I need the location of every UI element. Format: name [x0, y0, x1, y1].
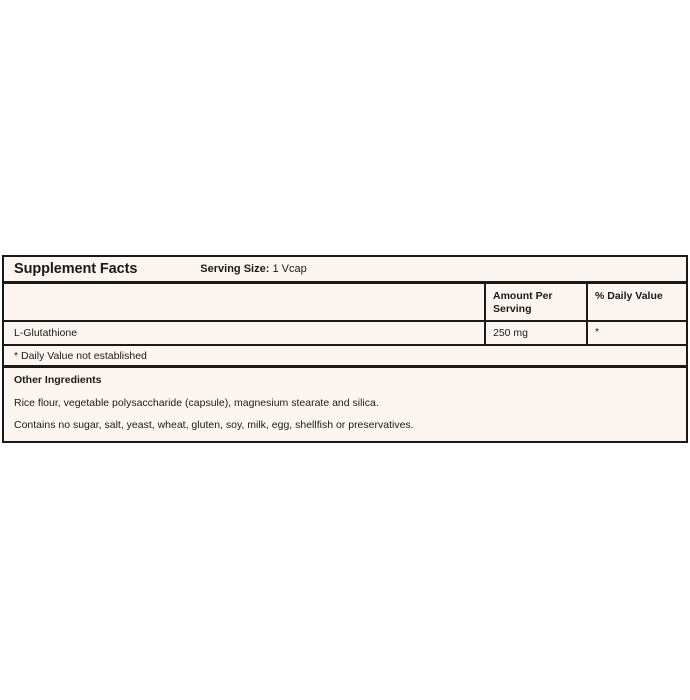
other-ingredients-section — [4, 368, 686, 441]
serving-size-value: 1 Vcap — [272, 263, 307, 275]
column-header-amount-per-serving-label: Amount Per Serving — [493, 290, 553, 315]
column-header-percent-daily-value-label: % Daily Value — [595, 290, 663, 302]
table-header-row — [4, 284, 686, 322]
column-header-amount-per-serving — [484, 284, 586, 320]
other-ingredients-list: Rice flour, vegetable polysaccharide (capsule), magnesium stearate and silica. — [14, 397, 379, 409]
allergen-free-statement: Contains no sugar, salt, yeast, wheat, gluten, soy, milk, egg, shellfish or preservatives. — [14, 419, 414, 431]
table-row — [4, 322, 686, 346]
supplement-facts-panel — [2, 255, 688, 443]
column-header-percent-daily-value — [586, 284, 686, 320]
nutrient-name: L-Glutathione — [14, 327, 78, 339]
daily-value-footnote: * Daily Value not established — [4, 346, 686, 368]
nutrient-amount: 250 mg — [484, 322, 586, 344]
column-header-nutrient — [4, 284, 484, 320]
daily-value-asterisk: * — [595, 325, 600, 338]
nutrient-daily-value — [586, 322, 686, 344]
serving-size-label: Serving Size: — [200, 263, 270, 275]
supplement-facts-title-bar — [4, 257, 686, 284]
serving-size-group — [200, 263, 306, 275]
supplement-facts-title: Supplement Facts — [14, 261, 138, 277]
other-ingredients-heading: Other Ingredients — [14, 374, 102, 386]
